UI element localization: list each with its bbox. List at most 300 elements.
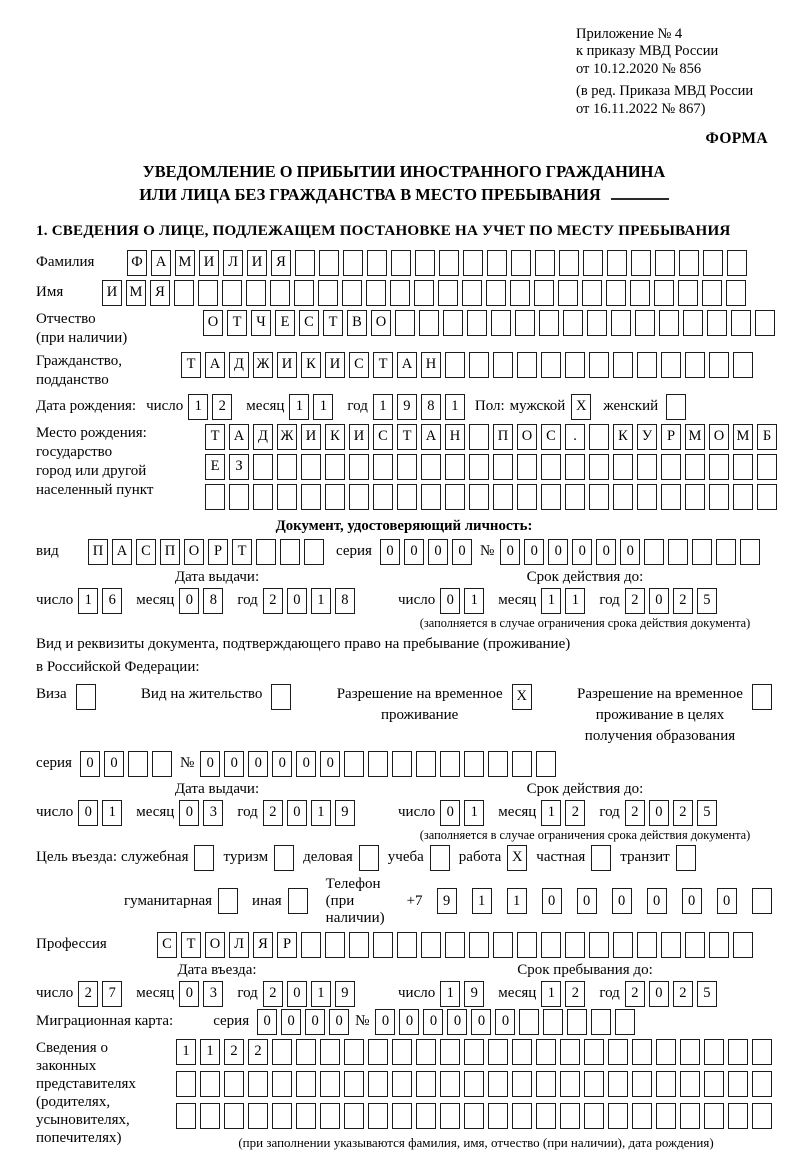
char-box[interactable] — [440, 1039, 460, 1065]
char-box[interactable]: 0 — [296, 751, 316, 777]
char-box[interactable]: С — [541, 424, 561, 450]
char-box[interactable] — [680, 1071, 700, 1097]
char-box[interactable] — [488, 751, 508, 777]
char-box[interactable]: Я — [271, 250, 291, 276]
char-box[interactable] — [325, 454, 345, 480]
char-box[interactable]: 0 — [500, 539, 520, 565]
char-box[interactable]: Т — [205, 424, 225, 450]
char-box[interactable] — [692, 539, 712, 565]
char-box[interactable] — [342, 280, 362, 306]
char-box[interactable] — [584, 1071, 604, 1097]
char-box[interactable] — [295, 250, 315, 276]
char-box[interactable] — [608, 1039, 628, 1065]
char-box[interactable] — [445, 352, 465, 378]
char-box[interactable]: 2 — [212, 394, 232, 420]
char-box[interactable]: 0 — [257, 1009, 277, 1035]
char-box[interactable] — [632, 1071, 652, 1097]
char-box[interactable] — [630, 280, 650, 306]
char-box[interactable]: 8 — [421, 394, 441, 420]
char-box[interactable] — [272, 1103, 292, 1129]
char-box[interactable] — [608, 1071, 628, 1097]
char-box[interactable]: Я — [150, 280, 170, 306]
char-box[interactable] — [613, 352, 633, 378]
char-box[interactable] — [200, 1103, 220, 1129]
char-box[interactable] — [757, 454, 777, 480]
char-box[interactable]: 0 — [577, 888, 597, 914]
char-box[interactable] — [727, 250, 747, 276]
char-box[interactable]: 0 — [305, 1009, 325, 1035]
char-box[interactable] — [644, 539, 664, 565]
char-box[interactable] — [704, 1071, 724, 1097]
char-box[interactable]: 1 — [464, 800, 484, 826]
char-box[interactable]: Ж — [253, 352, 273, 378]
char-box[interactable] — [277, 454, 297, 480]
char-box[interactable]: 1 — [373, 394, 393, 420]
char-box[interactable] — [224, 1071, 244, 1097]
char-box[interactable]: Е — [205, 454, 225, 480]
char-box[interactable] — [415, 250, 435, 276]
char-box[interactable] — [631, 250, 651, 276]
purpose-work-checkbox[interactable]: X — [507, 845, 527, 871]
char-box[interactable] — [716, 539, 736, 565]
char-box[interactable] — [517, 454, 537, 480]
char-box[interactable] — [397, 932, 417, 958]
char-box[interactable] — [319, 250, 339, 276]
char-box[interactable] — [253, 484, 273, 510]
char-box[interactable] — [589, 352, 609, 378]
char-box[interactable]: Р — [208, 539, 228, 565]
char-box[interactable]: 2 — [263, 981, 283, 1007]
char-box[interactable]: С — [349, 352, 369, 378]
char-box[interactable] — [654, 280, 674, 306]
char-box[interactable] — [152, 751, 172, 777]
char-box[interactable]: Н — [421, 352, 441, 378]
char-box[interactable] — [661, 454, 681, 480]
char-box[interactable]: 1 — [289, 394, 309, 420]
char-box[interactable] — [445, 454, 465, 480]
char-box[interactable] — [128, 751, 148, 777]
char-box[interactable]: 0 — [647, 888, 667, 914]
purpose-business-checkbox[interactable] — [359, 845, 379, 871]
char-box[interactable] — [632, 1039, 652, 1065]
char-box[interactable]: И — [301, 424, 321, 450]
char-box[interactable]: . — [565, 424, 585, 450]
char-box[interactable] — [349, 932, 369, 958]
purpose-study-checkbox[interactable] — [430, 845, 450, 871]
char-box[interactable] — [486, 280, 506, 306]
char-box[interactable] — [246, 280, 266, 306]
char-box[interactable]: 1 — [440, 981, 460, 1007]
char-box[interactable]: 0 — [272, 751, 292, 777]
char-box[interactable] — [248, 1071, 268, 1097]
char-box[interactable] — [560, 1103, 580, 1129]
sex-male-checkbox[interactable]: X — [571, 394, 591, 420]
char-box[interactable]: Р — [661, 424, 681, 450]
char-box[interactable] — [493, 454, 513, 480]
char-box[interactable]: Л — [229, 932, 249, 958]
char-box[interactable] — [205, 484, 225, 510]
purpose-official-checkbox[interactable] — [194, 845, 214, 871]
char-box[interactable]: 5 — [697, 800, 717, 826]
char-box[interactable] — [685, 484, 705, 510]
char-box[interactable]: И — [325, 352, 345, 378]
char-box[interactable] — [445, 932, 465, 958]
char-box[interactable]: 0 — [447, 1009, 467, 1035]
char-box[interactable] — [637, 932, 657, 958]
char-box[interactable] — [703, 250, 723, 276]
char-box[interactable] — [757, 484, 777, 510]
char-box[interactable] — [368, 1103, 388, 1129]
char-box[interactable]: 0 — [717, 888, 737, 914]
char-box[interactable]: 0 — [329, 1009, 349, 1035]
char-box[interactable] — [685, 454, 705, 480]
char-box[interactable]: 2 — [224, 1039, 244, 1065]
char-box[interactable] — [659, 310, 679, 336]
char-box[interactable] — [565, 352, 585, 378]
char-box[interactable]: Т — [323, 310, 343, 336]
char-box[interactable] — [373, 454, 393, 480]
char-box[interactable] — [752, 1039, 772, 1065]
char-box[interactable]: 1 — [188, 394, 208, 420]
char-box[interactable] — [304, 539, 324, 565]
char-box[interactable]: 0 — [452, 539, 472, 565]
char-box[interactable] — [613, 484, 633, 510]
char-box[interactable] — [320, 1103, 340, 1129]
char-box[interactable] — [519, 1009, 539, 1035]
char-box[interactable] — [392, 751, 412, 777]
char-box[interactable] — [368, 1039, 388, 1065]
char-box[interactable]: Р — [277, 932, 297, 958]
char-box[interactable] — [587, 310, 607, 336]
char-box[interactable] — [755, 310, 775, 336]
char-box[interactable] — [709, 352, 729, 378]
char-box[interactable] — [439, 250, 459, 276]
char-box[interactable] — [541, 932, 561, 958]
char-box[interactable] — [685, 352, 705, 378]
char-box[interactable]: О — [371, 310, 391, 336]
char-box[interactable] — [469, 352, 489, 378]
char-box[interactable] — [272, 1071, 292, 1097]
char-box[interactable] — [256, 539, 276, 565]
char-box[interactable]: У — [637, 424, 657, 450]
char-box[interactable] — [728, 1103, 748, 1129]
char-box[interactable] — [464, 1103, 484, 1129]
char-box[interactable]: 0 — [440, 588, 460, 614]
char-box[interactable]: Т — [181, 352, 201, 378]
purpose-private-checkbox[interactable] — [591, 845, 611, 871]
purpose-tourism-checkbox[interactable] — [274, 845, 294, 871]
char-box[interactable] — [558, 280, 578, 306]
char-box[interactable]: П — [493, 424, 513, 450]
char-box[interactable] — [752, 1103, 772, 1129]
char-box[interactable] — [301, 484, 321, 510]
char-box[interactable] — [563, 310, 583, 336]
char-box[interactable] — [565, 484, 585, 510]
char-box[interactable]: 2 — [625, 800, 645, 826]
residence-permit-checkbox[interactable] — [271, 684, 291, 710]
char-box[interactable] — [343, 250, 363, 276]
char-box[interactable] — [280, 539, 300, 565]
char-box[interactable]: А — [397, 352, 417, 378]
char-box[interactable] — [443, 310, 463, 336]
char-box[interactable] — [440, 751, 460, 777]
char-box[interactable] — [416, 1071, 436, 1097]
char-box[interactable]: 0 — [649, 800, 669, 826]
char-box[interactable]: 2 — [248, 1039, 268, 1065]
char-box[interactable] — [731, 310, 751, 336]
char-box[interactable]: 8 — [203, 588, 223, 614]
char-box[interactable] — [655, 250, 675, 276]
char-box[interactable] — [582, 280, 602, 306]
char-box[interactable]: Ф — [127, 250, 147, 276]
purpose-transit-checkbox[interactable] — [676, 845, 696, 871]
char-box[interactable] — [709, 454, 729, 480]
char-box[interactable] — [416, 1039, 436, 1065]
char-box[interactable]: К — [325, 424, 345, 450]
char-box[interactable] — [733, 484, 753, 510]
char-box[interactable]: 0 — [682, 888, 702, 914]
char-box[interactable] — [517, 352, 537, 378]
char-box[interactable] — [560, 1039, 580, 1065]
char-box[interactable] — [635, 310, 655, 336]
char-box[interactable]: А — [151, 250, 171, 276]
char-box[interactable] — [637, 454, 657, 480]
char-box[interactable]: 0 — [104, 751, 124, 777]
char-box[interactable] — [368, 751, 388, 777]
char-box[interactable]: 0 — [649, 588, 669, 614]
char-box[interactable]: 2 — [565, 981, 585, 1007]
char-box[interactable] — [583, 250, 603, 276]
char-box[interactable] — [656, 1071, 676, 1097]
char-box[interactable] — [344, 751, 364, 777]
char-box[interactable]: 0 — [248, 751, 268, 777]
char-box[interactable] — [176, 1071, 196, 1097]
char-box[interactable] — [493, 484, 513, 510]
char-box[interactable]: 6 — [102, 588, 122, 614]
char-box[interactable] — [678, 280, 698, 306]
char-box[interactable]: М — [175, 250, 195, 276]
char-box[interactable]: Т — [232, 539, 252, 565]
visa-checkbox[interactable] — [76, 684, 96, 710]
char-box[interactable]: 0 — [380, 539, 400, 565]
char-box[interactable]: 2 — [625, 981, 645, 1007]
char-box[interactable] — [615, 1009, 635, 1035]
char-box[interactable] — [536, 1039, 556, 1065]
char-box[interactable] — [565, 932, 585, 958]
char-box[interactable]: 0 — [612, 888, 632, 914]
char-box[interactable]: П — [160, 539, 180, 565]
char-box[interactable]: 9 — [397, 394, 417, 420]
char-box[interactable] — [445, 484, 465, 510]
char-box[interactable] — [440, 1071, 460, 1097]
char-box[interactable] — [320, 1071, 340, 1097]
char-box[interactable]: 2 — [625, 588, 645, 614]
char-box[interactable] — [414, 280, 434, 306]
char-box[interactable] — [637, 484, 657, 510]
char-box[interactable] — [392, 1039, 412, 1065]
char-box[interactable]: 0 — [224, 751, 244, 777]
char-box[interactable] — [632, 1103, 652, 1129]
char-box[interactable]: С — [157, 932, 177, 958]
char-box[interactable]: 1 — [464, 588, 484, 614]
char-box[interactable]: 0 — [200, 751, 220, 777]
char-box[interactable] — [373, 932, 393, 958]
char-box[interactable] — [589, 454, 609, 480]
char-box[interactable]: 0 — [495, 1009, 515, 1035]
char-box[interactable]: 0 — [287, 981, 307, 1007]
char-box[interactable]: 1 — [311, 800, 331, 826]
char-box[interactable]: О — [709, 424, 729, 450]
char-box[interactable] — [416, 751, 436, 777]
char-box[interactable] — [391, 250, 411, 276]
char-box[interactable]: М — [126, 280, 146, 306]
char-box[interactable]: 2 — [263, 800, 283, 826]
char-box[interactable] — [301, 454, 321, 480]
char-box[interactable] — [607, 250, 627, 276]
char-box[interactable]: 9 — [335, 981, 355, 1007]
char-box[interactable] — [512, 1103, 532, 1129]
char-box[interactable] — [421, 484, 441, 510]
char-box[interactable]: И — [199, 250, 219, 276]
char-box[interactable]: 0 — [548, 539, 568, 565]
char-box[interactable]: В — [347, 310, 367, 336]
char-box[interactable]: 0 — [596, 539, 616, 565]
char-box[interactable] — [301, 932, 321, 958]
char-box[interactable] — [464, 1071, 484, 1097]
char-box[interactable]: 9 — [335, 800, 355, 826]
char-box[interactable] — [707, 310, 727, 336]
char-box[interactable] — [253, 454, 273, 480]
char-box[interactable] — [589, 424, 609, 450]
char-box[interactable] — [511, 250, 531, 276]
char-box[interactable]: Я — [253, 932, 273, 958]
char-box[interactable] — [733, 352, 753, 378]
char-box[interactable] — [367, 250, 387, 276]
char-box[interactable]: К — [613, 424, 633, 450]
char-box[interactable]: 1 — [541, 588, 561, 614]
char-box[interactable] — [349, 484, 369, 510]
char-box[interactable]: 0 — [179, 981, 199, 1007]
char-box[interactable] — [325, 484, 345, 510]
char-box[interactable]: 0 — [179, 800, 199, 826]
char-box[interactable] — [344, 1103, 364, 1129]
char-box[interactable]: 1 — [541, 981, 561, 1007]
char-box[interactable] — [229, 484, 249, 510]
char-box[interactable] — [224, 1103, 244, 1129]
char-box[interactable] — [733, 454, 753, 480]
char-box[interactable] — [176, 1103, 196, 1129]
char-box[interactable] — [613, 932, 633, 958]
char-box[interactable]: 0 — [649, 981, 669, 1007]
char-box[interactable]: 3 — [203, 800, 223, 826]
char-box[interactable]: 1 — [200, 1039, 220, 1065]
char-box[interactable] — [272, 1039, 292, 1065]
char-box[interactable]: М — [685, 424, 705, 450]
char-box[interactable]: Ж — [277, 424, 297, 450]
char-box[interactable] — [680, 1039, 700, 1065]
char-box[interactable] — [536, 1071, 556, 1097]
char-box[interactable]: 0 — [428, 539, 448, 565]
char-box[interactable] — [469, 424, 489, 450]
char-box[interactable] — [248, 1103, 268, 1129]
char-box[interactable] — [733, 932, 753, 958]
char-box[interactable] — [704, 1039, 724, 1065]
char-box[interactable] — [752, 888, 772, 914]
char-box[interactable] — [589, 484, 609, 510]
char-box[interactable] — [559, 250, 579, 276]
char-box[interactable] — [679, 250, 699, 276]
char-box[interactable] — [728, 1071, 748, 1097]
char-box[interactable] — [491, 310, 511, 336]
char-box[interactable]: 1 — [311, 981, 331, 1007]
sex-female-checkbox[interactable] — [666, 394, 686, 420]
char-box[interactable] — [541, 352, 561, 378]
char-box[interactable] — [680, 1103, 700, 1129]
char-box[interactable]: 1 — [313, 394, 333, 420]
char-box[interactable] — [440, 1103, 460, 1129]
char-box[interactable]: 0 — [375, 1009, 395, 1035]
char-box[interactable]: 0 — [471, 1009, 491, 1035]
char-box[interactable]: 0 — [281, 1009, 301, 1035]
char-box[interactable] — [709, 484, 729, 510]
char-box[interactable]: 1 — [507, 888, 527, 914]
char-box[interactable] — [438, 280, 458, 306]
char-box[interactable] — [589, 932, 609, 958]
char-box[interactable]: 0 — [440, 800, 460, 826]
char-box[interactable] — [487, 250, 507, 276]
char-box[interactable] — [637, 352, 657, 378]
temp-residence-checkbox[interactable]: X — [512, 684, 532, 710]
char-box[interactable] — [541, 484, 561, 510]
char-box[interactable]: А — [229, 424, 249, 450]
char-box[interactable] — [611, 310, 631, 336]
char-box[interactable] — [493, 352, 513, 378]
char-box[interactable] — [325, 932, 345, 958]
char-box[interactable] — [416, 1103, 436, 1129]
char-box[interactable]: 9 — [437, 888, 457, 914]
char-box[interactable] — [488, 1071, 508, 1097]
char-box[interactable]: 0 — [399, 1009, 419, 1035]
char-box[interactable] — [512, 751, 532, 777]
char-box[interactable]: И — [102, 280, 122, 306]
char-box[interactable] — [661, 484, 681, 510]
char-box[interactable] — [392, 1071, 412, 1097]
char-box[interactable]: С — [373, 424, 393, 450]
char-box[interactable]: 0 — [78, 800, 98, 826]
char-box[interactable] — [469, 454, 489, 480]
char-box[interactable] — [536, 1103, 556, 1129]
char-box[interactable] — [752, 1071, 772, 1097]
char-box[interactable]: 0 — [620, 539, 640, 565]
char-box[interactable]: 8 — [335, 588, 355, 614]
char-box[interactable] — [740, 539, 760, 565]
char-box[interactable] — [493, 932, 513, 958]
char-box[interactable] — [397, 454, 417, 480]
char-box[interactable] — [613, 454, 633, 480]
char-box[interactable] — [200, 1071, 220, 1097]
char-box[interactable]: П — [88, 539, 108, 565]
char-box[interactable] — [464, 1039, 484, 1065]
char-box[interactable]: 2 — [673, 588, 693, 614]
char-box[interactable] — [270, 280, 290, 306]
char-box[interactable]: 0 — [179, 588, 199, 614]
char-box[interactable]: 9 — [464, 981, 484, 1007]
char-box[interactable]: 0 — [320, 751, 340, 777]
char-box[interactable] — [510, 280, 530, 306]
purpose-humanitarian-checkbox[interactable] — [218, 888, 238, 914]
char-box[interactable] — [668, 539, 688, 565]
char-box[interactable]: М — [733, 424, 753, 450]
